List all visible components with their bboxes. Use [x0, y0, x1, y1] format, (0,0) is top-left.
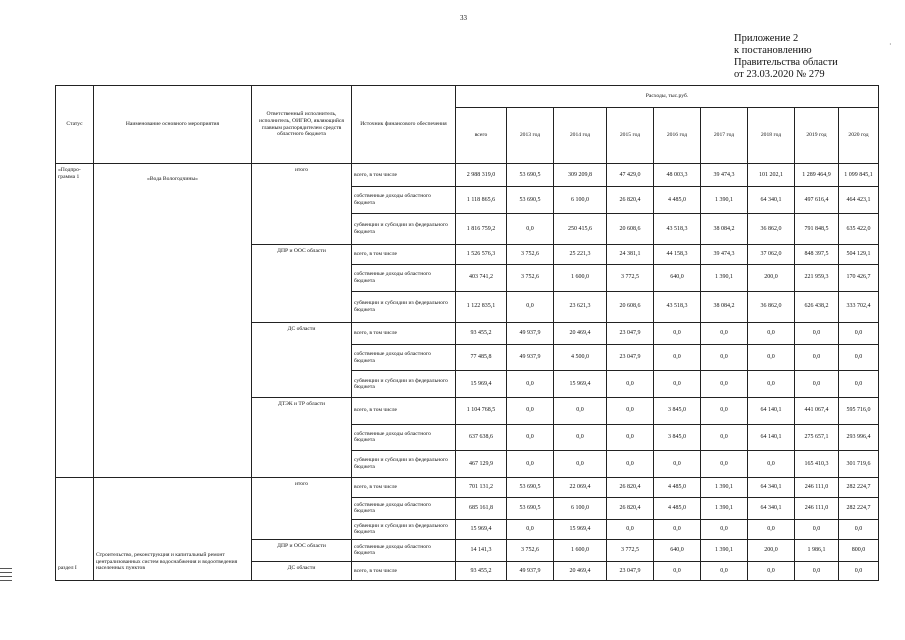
amount-cell: 53 690,5 — [507, 477, 554, 497]
amount-cell: 1 600,0 — [554, 539, 607, 561]
amount-cell: 4 485,0 — [654, 187, 701, 214]
amount-cell: 640,0 — [654, 539, 701, 561]
amount-cell: 640,0 — [654, 264, 701, 291]
amount-cell: 0,0 — [795, 344, 839, 371]
amount-cell: 0,0 — [507, 397, 554, 424]
amount-cell: 0,0 — [507, 291, 554, 322]
scan-edge-marks — [0, 568, 12, 584]
amount-cell: 2 988 319,0 — [456, 164, 507, 187]
amount-cell: 1 390,1 — [701, 264, 748, 291]
amount-cell: 49 937,9 — [507, 322, 554, 344]
amount-cell: 39 474,3 — [701, 164, 748, 187]
amount-cell: 3 772,5 — [607, 539, 654, 561]
amount-cell: 504 129,1 — [839, 244, 879, 264]
amount-cell: 0,0 — [839, 519, 879, 539]
funding-source-cell: всего, в том числе — [352, 244, 456, 264]
funding-source-cell: всего, в том числе — [352, 397, 456, 424]
amount-cell: 20 469,4 — [554, 322, 607, 344]
amount-cell: 20 608,6 — [607, 291, 654, 322]
funding-source-cell: всего, в том числе — [352, 322, 456, 344]
amount-cell: 0,0 — [748, 562, 795, 581]
amount-cell: 49 937,9 — [507, 344, 554, 371]
header-year: 2018 год — [748, 108, 795, 164]
header-year: 2017 год — [701, 108, 748, 164]
amount-cell: 15 969,4 — [554, 371, 607, 398]
amount-cell: 4 485,0 — [654, 477, 701, 497]
appendix-line: Правительства области — [734, 57, 838, 68]
amount-cell: 403 741,2 — [456, 264, 507, 291]
amount-cell: 0,0 — [701, 562, 748, 581]
amount-cell: 0,0 — [701, 451, 748, 478]
amount-cell: 6 100,0 — [554, 187, 607, 214]
appendix-line: Приложение 2 — [734, 33, 799, 44]
header-year: 2019 год — [795, 108, 839, 164]
amount-cell: 282 224,7 — [839, 497, 879, 519]
amount-cell: 200,0 — [748, 539, 795, 561]
executor-cell: итого — [252, 477, 352, 539]
funding-source-cell: собственные доходы областного бюджета — [352, 497, 456, 519]
amount-cell: 0,0 — [701, 519, 748, 539]
amount-cell: 0,0 — [554, 424, 607, 451]
amount-cell: 37 062,0 — [748, 244, 795, 264]
amount-cell: 0,0 — [748, 322, 795, 344]
amount-cell: 64 340,1 — [748, 477, 795, 497]
amount-cell: 26 820,4 — [607, 477, 654, 497]
amount-cell: 15 969,4 — [554, 519, 607, 539]
amount-cell: 15 969,4 — [456, 519, 507, 539]
amount-cell: 1 816 759,2 — [456, 213, 507, 244]
amount-cell: 77 485,8 — [456, 344, 507, 371]
amount-cell: 0,0 — [748, 344, 795, 371]
activity-name-cell: Строительство, реконструкция и капитальный ремонт централизованных систем водоснабжения и водоотведения населенных пунктов — [94, 477, 252, 580]
amount-cell: 0,0 — [839, 344, 879, 371]
funding-source-cell: собственные доходы областного бюджета — [352, 344, 456, 371]
amount-cell: 25 221,3 — [554, 244, 607, 264]
amount-cell: 0,0 — [654, 371, 701, 398]
amount-cell: 4 485,0 — [654, 497, 701, 519]
funding-source-cell: субвенции и субсидии из федерального бюджета — [352, 371, 456, 398]
funding-source-cell: субвенции и субсидии из федерального бюджета — [352, 519, 456, 539]
amount-cell: 49 937,9 — [507, 562, 554, 581]
amount-cell: 47 429,0 — [607, 164, 654, 187]
funding-source-cell: всего, в том числе — [352, 164, 456, 187]
amount-cell: 0,0 — [748, 519, 795, 539]
executor-cell: ДС области — [252, 322, 352, 397]
amount-cell: 170 426,7 — [839, 264, 879, 291]
amount-cell: 53 690,5 — [507, 164, 554, 187]
amount-cell: 38 084,2 — [701, 213, 748, 244]
funding-source-cell: собственные доходы областного бюджета — [352, 187, 456, 214]
amount-cell: 0,0 — [795, 322, 839, 344]
amount-cell: 685 161,8 — [456, 497, 507, 519]
amount-cell: 3 845,0 — [654, 397, 701, 424]
amount-cell: 0,0 — [748, 371, 795, 398]
amount-cell: 38 084,2 — [701, 291, 748, 322]
amount-cell: 0,0 — [607, 451, 654, 478]
amount-cell: 221 959,3 — [795, 264, 839, 291]
header-year: всего — [456, 108, 507, 164]
amount-cell: 0,0 — [839, 371, 879, 398]
amount-cell: 497 616,4 — [795, 187, 839, 214]
amount-cell: 309 209,8 — [554, 164, 607, 187]
amount-cell: 301 719,6 — [839, 451, 879, 478]
amount-cell: 0,0 — [654, 344, 701, 371]
header-year: 2016 год — [654, 108, 701, 164]
funding-source-cell: всего, в том числе — [352, 477, 456, 497]
amount-cell: 0,0 — [507, 451, 554, 478]
amount-cell: 53 690,5 — [507, 497, 554, 519]
amount-cell: 1 526 576,3 — [456, 244, 507, 264]
budget-body — [56, 164, 879, 581]
amount-cell: 0,0 — [554, 397, 607, 424]
amount-cell: 48 003,3 — [654, 164, 701, 187]
amount-cell: 250 415,6 — [554, 213, 607, 244]
amount-cell: 0,0 — [654, 562, 701, 581]
amount-cell: 0,0 — [701, 424, 748, 451]
amount-cell: 1 986,1 — [795, 539, 839, 561]
amount-cell: 53 690,5 — [507, 187, 554, 214]
scan-mark: · — [889, 40, 892, 49]
amount-cell: 1 122 835,1 — [456, 291, 507, 322]
funding-source-cell: субвенции и субсидии из федерального бюджета — [352, 213, 456, 244]
amount-cell: 23 621,3 — [554, 291, 607, 322]
amount-cell: 275 657,1 — [795, 424, 839, 451]
amount-cell: 441 067,4 — [795, 397, 839, 424]
amount-cell: 0,0 — [554, 451, 607, 478]
amount-cell: 24 381,1 — [607, 244, 654, 264]
header-year: 2020 год — [839, 108, 879, 164]
amount-cell: 282 224,7 — [839, 477, 879, 497]
status-cell: «Подпро-грамма 1 — [56, 164, 94, 478]
amount-cell: 1 099 845,1 — [839, 164, 879, 187]
amount-cell: 0,0 — [701, 371, 748, 398]
amount-cell: 0,0 — [701, 344, 748, 371]
status-cell: раздел I — [56, 477, 94, 580]
amount-cell: 26 820,4 — [607, 187, 654, 214]
amount-cell: 0,0 — [507, 424, 554, 451]
amount-cell: 246 111,0 — [795, 477, 839, 497]
amount-cell: 20 469,4 — [554, 562, 607, 581]
amount-cell: 3 752,6 — [507, 539, 554, 561]
amount-cell: 0,0 — [607, 519, 654, 539]
header-name: Наименование основного мероприятия — [94, 86, 252, 164]
amount-cell: 637 638,6 — [456, 424, 507, 451]
executor-cell: ДПР и ООС области — [252, 244, 352, 322]
amount-cell: 4 500,0 — [554, 344, 607, 371]
header-year: 2013 год — [507, 108, 554, 164]
amount-cell: 0,0 — [701, 322, 748, 344]
appendix-line: от 23.03.2020 № 279 — [734, 69, 825, 80]
amount-cell: 0,0 — [654, 519, 701, 539]
amount-cell: 43 518,3 — [654, 291, 701, 322]
amount-cell: 464 423,1 — [839, 187, 879, 214]
budget-table — [55, 85, 879, 581]
activity-name-cell: «Вода Вологодчины» — [94, 164, 252, 478]
amount-cell: 626 438,2 — [795, 291, 839, 322]
amount-cell: 0,0 — [507, 371, 554, 398]
amount-cell: 1 390,1 — [701, 497, 748, 519]
amount-cell: 3 752,6 — [507, 264, 554, 291]
amount-cell: 0,0 — [839, 562, 879, 581]
amount-cell: 36 862,0 — [748, 291, 795, 322]
amount-cell: 0,0 — [748, 451, 795, 478]
executor-cell: итого — [252, 164, 352, 245]
amount-cell: 0,0 — [607, 424, 654, 451]
amount-cell: 0,0 — [654, 451, 701, 478]
page-number: 33 — [460, 14, 467, 22]
amount-cell: 64 340,1 — [748, 187, 795, 214]
amount-cell: 23 047,9 — [607, 322, 654, 344]
amount-cell: 1 289 464,9 — [795, 164, 839, 187]
amount-cell: 791 848,5 — [795, 213, 839, 244]
funding-source-cell: субвенции и субсидии из федерального бюджета — [352, 291, 456, 322]
amount-cell: 6 100,0 — [554, 497, 607, 519]
table-row — [56, 477, 879, 497]
amount-cell: 165 410,3 — [795, 451, 839, 478]
amount-cell: 293 996,4 — [839, 424, 879, 451]
amount-cell: 43 518,3 — [654, 213, 701, 244]
amount-cell: 1 390,1 — [701, 539, 748, 561]
amount-cell: 36 862,0 — [748, 213, 795, 244]
header-year: 2014 год — [554, 108, 607, 164]
amount-cell: 333 702,4 — [839, 291, 879, 322]
amount-cell: 93 455,2 — [456, 562, 507, 581]
amount-cell: 15 969,4 — [456, 371, 507, 398]
header-executor: Ответственный исполнитель, исполнитель, ОИГВО, являющийся главным распорядителем средств областного бюджета — [252, 86, 352, 164]
amount-cell: 1 104 768,5 — [456, 397, 507, 424]
amount-cell: 44 158,3 — [654, 244, 701, 264]
amount-cell: 800,0 — [839, 539, 879, 561]
amount-cell: 39 474,3 — [701, 244, 748, 264]
executor-cell: ДТЭК и ТР области — [252, 397, 352, 477]
executor-cell: ДПР и ООС области — [252, 539, 352, 561]
amount-cell: 93 455,2 — [456, 322, 507, 344]
header-status: Статус — [56, 86, 94, 164]
amount-cell: 701 131,2 — [456, 477, 507, 497]
amount-cell: 848 397,5 — [795, 244, 839, 264]
amount-cell: 3 845,0 — [654, 424, 701, 451]
amount-cell: 635 422,0 — [839, 213, 879, 244]
funding-source-cell: собственные доходы областного бюджета — [352, 264, 456, 291]
amount-cell: 0,0 — [507, 213, 554, 244]
amount-cell: 3 772,5 — [607, 264, 654, 291]
amount-cell: 64 340,1 — [748, 497, 795, 519]
amount-cell: 1 600,0 — [554, 264, 607, 291]
amount-cell: 3 752,6 — [507, 244, 554, 264]
amount-cell: 0,0 — [607, 371, 654, 398]
appendix-block — [734, 33, 838, 81]
amount-cell: 101 202,1 — [748, 164, 795, 187]
amount-cell: 0,0 — [839, 322, 879, 344]
amount-cell: 467 129,9 — [456, 451, 507, 478]
amount-cell: 0,0 — [607, 397, 654, 424]
amount-cell: 0,0 — [654, 322, 701, 344]
amount-cell: 14 141,3 — [456, 539, 507, 561]
amount-cell: 20 608,6 — [607, 213, 654, 244]
executor-cell: ДС области — [252, 562, 352, 581]
amount-cell: 23 047,9 — [607, 562, 654, 581]
appendix-line: к постановлению — [734, 45, 812, 56]
amount-cell: 1 390,1 — [701, 187, 748, 214]
amount-cell: 595 716,0 — [839, 397, 879, 424]
funding-source-cell: субвенции и субсидии из федерального бюджета — [352, 451, 456, 478]
amount-cell: 22 069,4 — [554, 477, 607, 497]
funding-source-cell: собственные доходы областного бюджета — [352, 424, 456, 451]
amount-cell: 1 390,1 — [701, 477, 748, 497]
amount-cell: 0,0 — [795, 371, 839, 398]
amount-cell: 1 118 865,6 — [456, 187, 507, 214]
amount-cell: 64 140,1 — [748, 424, 795, 451]
amount-cell: 26 820,4 — [607, 497, 654, 519]
amount-cell: 246 111,0 — [795, 497, 839, 519]
header-year: 2015 год — [607, 108, 654, 164]
header-expenses: Расходы, тыс.руб. — [456, 86, 879, 108]
amount-cell: 0,0 — [701, 397, 748, 424]
table-row — [56, 164, 879, 187]
amount-cell: 23 047,9 — [607, 344, 654, 371]
amount-cell: 0,0 — [795, 519, 839, 539]
funding-source-cell: собственные доходы областного бюджета — [352, 539, 456, 561]
amount-cell: 200,0 — [748, 264, 795, 291]
amount-cell: 64 140,1 — [748, 397, 795, 424]
header-source: Источник финансового обеспечения — [352, 86, 456, 164]
funding-source-cell: всего, в том числе — [352, 562, 456, 581]
amount-cell: 0,0 — [507, 519, 554, 539]
amount-cell: 0,0 — [795, 562, 839, 581]
